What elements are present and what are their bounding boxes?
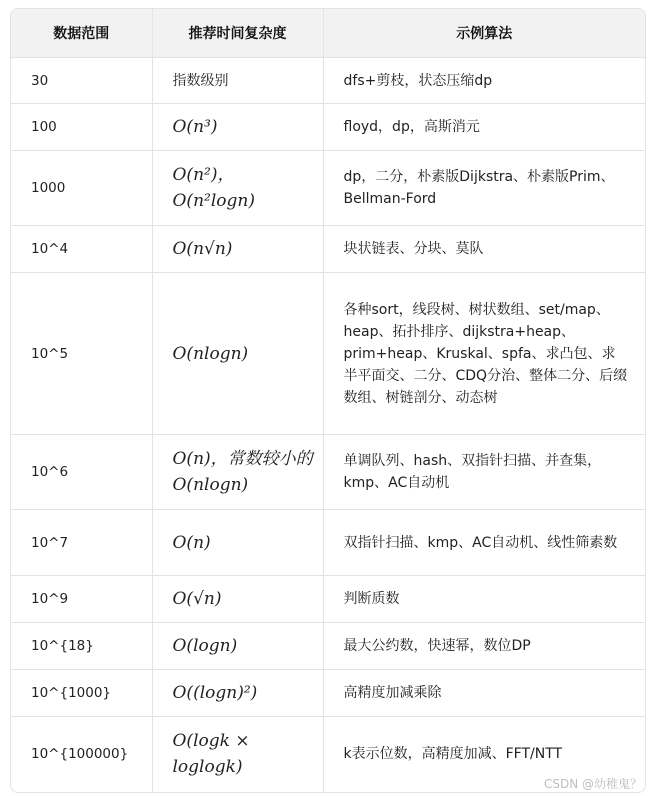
header-row [11, 9, 645, 58]
header-algorithms: 示例算法 [323, 9, 645, 58]
table-row [11, 510, 645, 576]
complexity-cell: O(n)，常数较小的O(nlogn) [152, 435, 323, 510]
range-cell: 10^9 [11, 576, 152, 623]
table-row [11, 435, 645, 510]
csdn-watermark: CSDN @幼稚鬼？ [543, 777, 642, 791]
header-data-range: 数据范围 [11, 9, 152, 58]
range-cell: 10^{18} [11, 623, 152, 670]
complexity-cell: O(√n) [152, 576, 323, 623]
range-cell: 10^4 [11, 226, 152, 273]
complexity-cell: O(n²)，O(n²logn) [152, 151, 323, 226]
complexity-cell: O(logk × loglogk) [152, 717, 323, 792]
table-row [11, 226, 645, 273]
algorithms-cell: 双指针扫描、kmp、AC自动机、线性筛素数 [323, 510, 645, 576]
algorithms-cell: 单调队列、hash、双指针扫描、并查集，kmp、AC自动机 [323, 435, 645, 510]
table-row [11, 273, 645, 435]
algorithms-cell: k表示位数，高精度加减、FFT/NTT [343, 746, 563, 763]
range-cell: 10^7 [11, 510, 152, 576]
complexity-cell: O(nlogn) [152, 273, 323, 435]
range-cell: 30 [11, 58, 152, 104]
range-cell: 10^{1000} [11, 670, 152, 717]
algorithms-cell: dp，二分，朴素版Dijkstra、朴素版Prim、Bellman-Ford [323, 151, 645, 226]
header-complexity: 推荐时间复杂度 [152, 9, 323, 58]
complexity-cell: O(logn) [152, 623, 323, 670]
table-row [11, 104, 645, 151]
complexity-table [11, 9, 645, 792]
table-row [11, 623, 645, 670]
algorithms-cell: floyd，dp，高斯消元 [323, 104, 645, 151]
complexity-cell: O(n) [152, 510, 323, 576]
range-cell: 10^6 [11, 435, 152, 510]
algorithms-cell: 最大公约数，快速幂，数位DP [323, 623, 645, 670]
algorithms-cell: dfs+剪枝，状态压缩dp [323, 58, 645, 104]
algorithms-cell: 各种sort，线段树、树状数组、set/map、heap、拓扑排序、dijkstra+heap、prim+heap、Kruskal、spfa、求凸包、求半平面交、二分、CDQ分治、整体二分、后缀数组、树链剖分、动态树 [323, 273, 645, 435]
complexity-cell: O(n√n) [152, 226, 323, 273]
range-cell: 100 [11, 104, 152, 151]
complexity-cell: 指数级别 [152, 58, 323, 104]
table-row [11, 151, 645, 226]
range-cell: 10^{100000} [11, 717, 152, 792]
algorithms-cell: 高精度加减乘除 [323, 670, 645, 717]
complexity-table-container [10, 8, 646, 793]
algorithms-cell: 块状链表、分块、莫队 [323, 226, 645, 273]
table-row [11, 58, 645, 104]
range-cell: 10^5 [11, 273, 152, 435]
table-row [11, 670, 645, 717]
range-cell: 1000 [11, 151, 152, 226]
complexity-cell: O((logn)²) [152, 670, 323, 717]
algorithms-cell: 判断质数 [323, 576, 645, 623]
complexity-cell: O(n³) [152, 104, 323, 151]
table-row [11, 576, 645, 623]
